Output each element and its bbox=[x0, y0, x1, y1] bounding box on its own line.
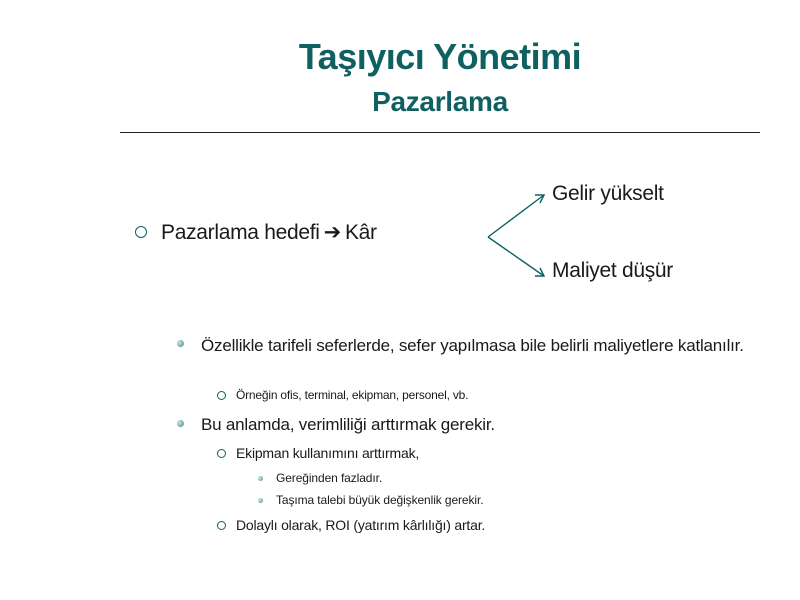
bullet-2-sub-1-a: Gereğinden fazladır. bbox=[276, 471, 383, 485]
small-circle-bullet-icon bbox=[217, 391, 226, 400]
arrow-to-maliyet bbox=[488, 237, 544, 276]
branch-maliyet: Maliyet düşür bbox=[552, 259, 673, 282]
bullet-2-sub-1-b: Taşıma talebi büyük değişkenlik gerekir. bbox=[276, 493, 484, 507]
arrow-to-gelir bbox=[488, 195, 544, 237]
bullet-1-sub-1: Örneğin ofis, terminal, ekipman, personel, vb. bbox=[236, 388, 469, 402]
bullet-2-sub-1: Ekipman kullanımını arttırmak, bbox=[236, 445, 420, 461]
main-point-text: Pazarlama hedefi bbox=[161, 221, 320, 244]
teal-dot-bullet-icon bbox=[177, 340, 184, 347]
small-circle-bullet-icon bbox=[217, 449, 226, 458]
tiny-dot-bullet-icon bbox=[258, 476, 263, 481]
title-divider bbox=[120, 132, 760, 133]
tiny-dot-bullet-icon bbox=[258, 498, 263, 503]
teal-dot-bullet-icon bbox=[177, 420, 184, 427]
small-circle-bullet-icon bbox=[217, 521, 226, 530]
arrowhead-bottom-icon bbox=[535, 268, 544, 276]
main-point-result: Kâr bbox=[344, 221, 377, 244]
main-point bbox=[135, 220, 377, 245]
right-arrow-icon: ➔ bbox=[323, 221, 341, 244]
slide-subtitle: Pazarlama bbox=[372, 86, 508, 117]
hollow-circle-bullet-icon bbox=[135, 226, 147, 238]
bullet-1: Özellikle tarifeli seferlerde, sefer yapılmasa bile belirli maliyetlere katlanılır. bbox=[201, 336, 744, 355]
bullet-2-sub-2: Dolaylı olarak, ROI (yatırım kârlılığı) artar. bbox=[236, 517, 486, 533]
branch-gelir: Gelir yükselt bbox=[552, 182, 664, 205]
slide-title: Taşıyıcı Yönetimi bbox=[298, 36, 582, 77]
bullet-2: Bu anlamda, verimliliği arttırmak gerekir. bbox=[201, 415, 495, 434]
branch-arrows bbox=[480, 180, 560, 280]
